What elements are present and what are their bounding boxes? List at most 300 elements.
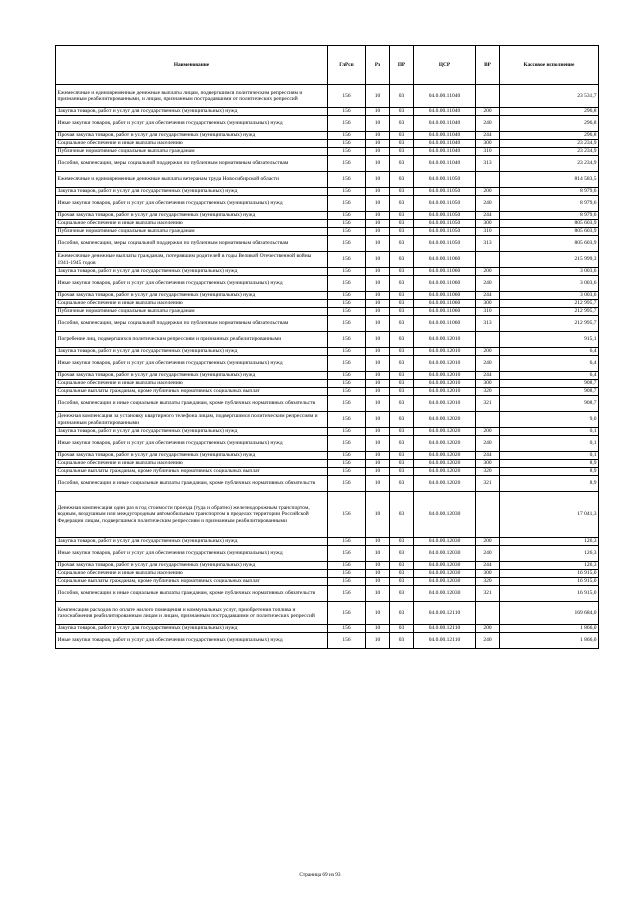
row-pr: 03 [390, 228, 414, 236]
row-vr [476, 172, 500, 188]
table-row [56, 132, 599, 140]
row-name: Пособия, компенсации, меры социальной поддержки по публичным нормативным обязательствам [56, 316, 328, 332]
row-csr: 04.0.00.11040 [414, 132, 476, 140]
table-row [56, 625, 599, 633]
row-vr: 300 [476, 140, 500, 148]
row-amount: 17 041,3 [500, 492, 599, 538]
row-csr: 04.0.00.12010 [414, 332, 476, 348]
row-pr: 03 [390, 578, 414, 586]
row-grbs: 156 [328, 388, 366, 396]
row-grbs: 156 [328, 292, 366, 300]
row-csr: 04.0.00.12020 [414, 476, 476, 492]
row-vr: 300 [476, 570, 500, 578]
row-rz: 10 [366, 460, 390, 468]
row-name: Прочая закупка товаров, работ и услуг для государственных (муниципальных) нужд [56, 372, 328, 380]
row-rz: 10 [366, 268, 390, 276]
row-amount: 126,3 [500, 538, 599, 546]
row-name: Социальные выплаты гражданам, кроме публичных нормативных социальных выплат [56, 388, 328, 396]
row-amount: 212 995,7 [500, 316, 599, 332]
row-rz: 10 [366, 172, 390, 188]
table-row [56, 356, 599, 372]
row-csr: 04.0.00.12010 [414, 348, 476, 356]
row-amount: 8 979,6 [500, 196, 599, 212]
row-vr: 321 [476, 476, 500, 492]
row-vr: 313 [476, 316, 500, 332]
row-pr: 03 [390, 220, 414, 228]
row-pr: 03 [390, 268, 414, 276]
row-pr: 03 [390, 633, 414, 649]
row-pr: 03 [390, 196, 414, 212]
row-amount: 16 915,0 [500, 578, 599, 586]
row-pr: 03 [390, 625, 414, 633]
row-amount: 908,7 [500, 388, 599, 396]
row-csr: 04.0.00.11050 [414, 212, 476, 220]
row-grbs: 156 [328, 356, 366, 372]
row-vr: 200 [476, 268, 500, 276]
row-grbs: 156 [328, 108, 366, 116]
row-grbs: 156 [328, 412, 366, 428]
table-row [56, 492, 599, 538]
row-vr: 244 [476, 212, 500, 220]
row-csr: 04.0.00.11050 [414, 220, 476, 228]
budget-table [55, 45, 599, 649]
row-amount: 296,8 [500, 116, 599, 132]
row-csr: 04.0.00.11050 [414, 236, 476, 252]
row-rz: 10 [366, 308, 390, 316]
row-grbs: 156 [328, 538, 366, 546]
row-pr: 03 [390, 292, 414, 300]
row-pr: 03 [390, 372, 414, 380]
row-name: Пособия, компенсации и иные социальные выплаты гражданам, кроме публичных нормативных обязательств [56, 396, 328, 412]
row-rz: 10 [366, 236, 390, 252]
table-row [56, 276, 599, 292]
row-grbs: 156 [328, 252, 366, 268]
row-grbs: 156 [328, 562, 366, 570]
row-vr: 321 [476, 586, 500, 602]
row-grbs: 156 [328, 570, 366, 578]
table-row [56, 228, 599, 236]
row-rz: 10 [366, 316, 390, 332]
row-csr: 04.0.00.11040 [414, 85, 476, 108]
row-csr: 04.0.00.11060 [414, 268, 476, 276]
table-row [56, 428, 599, 436]
row-pr: 03 [390, 602, 414, 625]
row-pr: 03 [390, 570, 414, 578]
row-amount: 6,4 [500, 348, 599, 356]
row-amount: 16 915,0 [500, 586, 599, 602]
row-vr: 244 [476, 292, 500, 300]
row-rz: 10 [366, 85, 390, 108]
row-csr: 04.0.00.11060 [414, 252, 476, 268]
row-grbs: 156 [328, 196, 366, 212]
table-row [56, 570, 599, 578]
row-name: Иные закупки товаров, работ и услуг для обеспечения государственных (муниципальных) нужд [56, 436, 328, 452]
row-grbs: 156 [328, 436, 366, 452]
row-rz: 10 [366, 116, 390, 132]
row-amount: 16 915,0 [500, 570, 599, 578]
row-pr: 03 [390, 108, 414, 116]
row-name: Закупка товаров, работ и услуг для государственных (муниципальных) нужд [56, 348, 328, 356]
row-pr: 03 [390, 140, 414, 148]
row-pr: 03 [390, 316, 414, 332]
row-amount: 8,9 [500, 460, 599, 468]
row-amount: 296,8 [500, 132, 599, 140]
row-rz: 10 [366, 436, 390, 452]
row-pr: 03 [390, 436, 414, 452]
row-csr: 04.0.00.11050 [414, 172, 476, 188]
row-vr [476, 492, 500, 538]
row-name: Публичные нормативные социальные выплаты гражданам [56, 228, 328, 236]
row-rz: 10 [366, 380, 390, 388]
table-row [56, 156, 599, 172]
row-vr: 244 [476, 562, 500, 570]
row-name: Закупка товаров, работ и услуг для государственных (муниципальных) нужд [56, 188, 328, 196]
row-pr: 03 [390, 452, 414, 460]
table-row [56, 586, 599, 602]
row-vr: 240 [476, 116, 500, 132]
row-grbs: 156 [328, 276, 366, 292]
row-name: Прочая закупка товаров, работ и услуг для государственных (муниципальных) нужд [56, 132, 328, 140]
row-pr: 03 [390, 586, 414, 602]
table-row [56, 236, 599, 252]
row-grbs: 156 [328, 586, 366, 602]
row-grbs: 156 [328, 316, 366, 332]
row-name: Социальные выплаты гражданам, кроме публичных нормативных социальных выплат [56, 468, 328, 476]
row-rz: 10 [366, 570, 390, 578]
row-vr [476, 332, 500, 348]
row-amount: 23 531,7 [500, 85, 599, 108]
row-rz: 10 [366, 292, 390, 300]
row-amount: 805 603,9 [500, 220, 599, 228]
table-row [56, 172, 599, 188]
row-csr: 04.0.00.11040 [414, 108, 476, 116]
row-grbs: 156 [328, 546, 366, 562]
row-csr: 04.0.00.12110 [414, 625, 476, 633]
row-pr: 03 [390, 212, 414, 220]
row-grbs: 156 [328, 602, 366, 625]
row-rz: 10 [366, 132, 390, 140]
table-row [56, 396, 599, 412]
row-amount: 1 866,0 [500, 633, 599, 649]
row-rz: 10 [366, 412, 390, 428]
table-row [56, 268, 599, 276]
row-amount: 908,7 [500, 396, 599, 412]
row-pr: 03 [390, 332, 414, 348]
row-name: Пособия, компенсации и иные социальные выплаты гражданам, кроме публичных нормативных обязательств [56, 586, 328, 602]
row-name: Социальное обеспечение и иные выплаты населению [56, 140, 328, 148]
row-amount: 9,0 [500, 412, 599, 428]
row-pr: 03 [390, 356, 414, 372]
row-amount: 1 866,0 [500, 625, 599, 633]
row-csr: 04.0.00.12020 [414, 436, 476, 452]
row-name: Компенсация расходов по оплате жилого помещения и коммунальных услуг, приобретения топлива и газоснабжения реабилитированным лицам и лицам, признанным пострадавшими от политических репрессий [56, 602, 328, 625]
row-csr: 04.0.00.12110 [414, 633, 476, 649]
row-name: Публичные нормативные социальные выплаты гражданам [56, 308, 328, 316]
row-pr: 03 [390, 538, 414, 546]
row-rz: 10 [366, 633, 390, 649]
row-amount: 126,3 [500, 546, 599, 562]
row-rz: 10 [366, 492, 390, 538]
row-pr: 03 [390, 188, 414, 196]
row-grbs: 156 [328, 396, 366, 412]
row-amount: 805 603,9 [500, 236, 599, 252]
row-grbs: 156 [328, 236, 366, 252]
row-vr: 320 [476, 578, 500, 586]
row-rz: 10 [366, 372, 390, 380]
row-amount: 215 999,3 [500, 252, 599, 268]
table-row [56, 196, 599, 212]
row-vr: 240 [476, 546, 500, 562]
row-name: Ежемесячные и единовременные денежные выплаты ветеранам труда Новосибирской области [56, 172, 328, 188]
row-grbs: 156 [328, 492, 366, 538]
row-rz: 10 [366, 356, 390, 372]
row-pr: 03 [390, 396, 414, 412]
row-pr: 03 [390, 476, 414, 492]
row-grbs: 156 [328, 460, 366, 468]
row-rz: 10 [366, 140, 390, 148]
row-amount: 915,1 [500, 332, 599, 348]
row-csr: 04.0.00.11050 [414, 228, 476, 236]
row-csr: 04.0.00.12030 [414, 538, 476, 546]
row-csr: 04.0.00.11040 [414, 140, 476, 148]
row-grbs: 156 [328, 452, 366, 460]
row-vr: 200 [476, 108, 500, 116]
row-amount: 6,4 [500, 356, 599, 372]
table-row [56, 148, 599, 156]
row-grbs: 156 [328, 476, 366, 492]
row-amount: 0,1 [500, 452, 599, 460]
row-rz: 10 [366, 546, 390, 562]
row-vr: 313 [476, 156, 500, 172]
row-pr: 03 [390, 428, 414, 436]
row-pr: 03 [390, 468, 414, 476]
row-csr: 04.0.00.11040 [414, 148, 476, 156]
header-amount: Кассовое исполнение [500, 46, 599, 85]
row-csr: 04.0.00.11040 [414, 156, 476, 172]
row-vr: 310 [476, 228, 500, 236]
row-rz: 10 [366, 562, 390, 570]
row-pr: 03 [390, 380, 414, 388]
row-name: Пособия, компенсации, меры социальной поддержки по публичным нормативным обязательствам [56, 236, 328, 252]
row-csr: 04.0.00.11060 [414, 300, 476, 308]
row-vr: 244 [476, 452, 500, 460]
row-vr: 313 [476, 236, 500, 252]
row-name: Социальное обеспечение и иные выплаты населению [56, 570, 328, 578]
row-csr: 04.0.00.12010 [414, 372, 476, 380]
row-vr [476, 85, 500, 108]
row-amount: 8,9 [500, 468, 599, 476]
row-name: Социальные выплаты гражданам, кроме публичных нормативных социальных выплат [56, 578, 328, 586]
row-name: Иные закупки товаров, работ и услуг для обеспечения государственных (муниципальных) нужд [56, 116, 328, 132]
page-footer: Страница 69 из 93 [299, 872, 341, 878]
row-name: Денежная компенсация за установку квартирного телефона лицам, подвергшимся политическим репрессиям и признанным реабилитированными [56, 412, 328, 428]
row-vr: 320 [476, 468, 500, 476]
row-vr: 200 [476, 625, 500, 633]
row-vr: 240 [476, 436, 500, 452]
table-row [56, 308, 599, 316]
table-row [56, 578, 599, 586]
row-rz: 10 [366, 212, 390, 220]
row-rz: 10 [366, 332, 390, 348]
row-amount: 8 979,6 [500, 212, 599, 220]
row-amount: 0,1 [500, 436, 599, 452]
row-csr: 04.0.00.11050 [414, 188, 476, 196]
row-csr: 04.0.00.12010 [414, 396, 476, 412]
row-name: Пособия, компенсации, меры социальной поддержки по публичным нормативным обязательствам [56, 156, 328, 172]
table-row [56, 212, 599, 220]
row-grbs: 156 [328, 332, 366, 348]
row-csr: 04.0.00.12030 [414, 578, 476, 586]
row-vr [476, 602, 500, 625]
row-vr: 310 [476, 148, 500, 156]
row-vr: 244 [476, 132, 500, 140]
table-header-row [56, 46, 599, 85]
table-row [56, 538, 599, 546]
row-grbs: 156 [328, 172, 366, 188]
row-rz: 10 [366, 156, 390, 172]
header-csr: ЦСР [414, 46, 476, 85]
row-csr: 04.0.00.11040 [414, 116, 476, 132]
row-csr: 04.0.00.11060 [414, 276, 476, 292]
row-grbs: 156 [328, 140, 366, 148]
row-vr: 240 [476, 196, 500, 212]
table-row [56, 372, 599, 380]
row-amount: 908,7 [500, 380, 599, 388]
row-name: Ежемесячные и единовременные денежные выплаты лицам, подвергшимся политическим репрессиям и признанным реабилитированными, и лицам, признанным пострадавшими от политических репрессий [56, 85, 328, 108]
row-grbs: 156 [328, 348, 366, 356]
table-row [56, 633, 599, 649]
row-pr: 03 [390, 562, 414, 570]
row-name: Закупка товаров, работ и услуг для государственных (муниципальных) нужд [56, 108, 328, 116]
row-pr: 03 [390, 132, 414, 140]
row-amount: 3 003,6 [500, 276, 599, 292]
row-vr: 300 [476, 380, 500, 388]
row-csr: 04.0.00.11060 [414, 316, 476, 332]
row-amount: 805 603,9 [500, 228, 599, 236]
row-grbs: 156 [328, 132, 366, 140]
row-csr: 04.0.00.12020 [414, 460, 476, 468]
row-grbs: 156 [328, 156, 366, 172]
row-amount: 212 995,7 [500, 300, 599, 308]
row-rz: 10 [366, 252, 390, 268]
row-amount: 8 979,6 [500, 188, 599, 196]
row-pr: 03 [390, 308, 414, 316]
row-rz: 10 [366, 452, 390, 460]
row-vr: 240 [476, 633, 500, 649]
row-pr: 03 [390, 546, 414, 562]
row-grbs: 156 [328, 116, 366, 132]
row-name: Закупка товаров, работ и услуг для государственных (муниципальных) нужд [56, 268, 328, 276]
row-name: Социальное обеспечение и иные выплаты населению [56, 300, 328, 308]
row-pr: 03 [390, 348, 414, 356]
row-csr: 04.0.00.12010 [414, 380, 476, 388]
row-vr [476, 252, 500, 268]
row-amount: 212 995,7 [500, 308, 599, 316]
row-vr: 240 [476, 276, 500, 292]
row-csr: 04.0.00.12020 [414, 428, 476, 436]
row-rz: 10 [366, 625, 390, 633]
row-vr: 244 [476, 372, 500, 380]
row-vr: 200 [476, 428, 500, 436]
row-name: Ежемесячные денежные выплаты гражданам, потерявшим родителей в годы Великой Отечественной войны 1941-1945 годов [56, 252, 328, 268]
table-row [56, 412, 599, 428]
row-rz: 10 [366, 300, 390, 308]
row-rz: 10 [366, 578, 390, 586]
table-row [56, 85, 599, 108]
row-grbs: 156 [328, 220, 366, 228]
row-csr: 04.0.00.12010 [414, 388, 476, 396]
row-rz: 10 [366, 148, 390, 156]
row-name: Иные закупки товаров, работ и услуг для обеспечения государственных (муниципальных) нужд [56, 546, 328, 562]
row-rz: 10 [366, 538, 390, 546]
row-rz: 10 [366, 348, 390, 356]
row-csr: 04.0.00.11060 [414, 308, 476, 316]
table-row [56, 602, 599, 625]
row-name: Прочая закупка товаров, работ и услуг для государственных (муниципальных) нужд [56, 212, 328, 220]
row-name: Иные закупки товаров, работ и услуг для обеспечения государственных (муниципальных) нужд [56, 633, 328, 649]
row-csr: 04.0.00.12030 [414, 586, 476, 602]
table-row [56, 452, 599, 460]
row-vr: 300 [476, 220, 500, 228]
row-rz: 10 [366, 396, 390, 412]
row-rz: 10 [366, 586, 390, 602]
row-grbs: 156 [328, 188, 366, 196]
row-rz: 10 [366, 220, 390, 228]
row-vr: 300 [476, 460, 500, 468]
row-csr: 04.0.00.12030 [414, 562, 476, 570]
row-csr: 04.0.00.12020 [414, 412, 476, 428]
row-vr: 200 [476, 348, 500, 356]
row-pr: 03 [390, 412, 414, 428]
table-body [56, 85, 599, 649]
row-grbs: 156 [328, 268, 366, 276]
row-rz: 10 [366, 228, 390, 236]
row-rz: 10 [366, 108, 390, 116]
table-row [56, 116, 599, 132]
row-csr: 04.0.00.12020 [414, 468, 476, 476]
row-pr: 03 [390, 172, 414, 188]
table-row [56, 380, 599, 388]
row-vr: 310 [476, 308, 500, 316]
row-vr: 300 [476, 300, 500, 308]
row-rz: 10 [366, 428, 390, 436]
table-row [56, 188, 599, 196]
row-amount: 23 234,9 [500, 148, 599, 156]
row-vr: 240 [476, 356, 500, 372]
row-grbs: 156 [328, 625, 366, 633]
row-amount: 296,8 [500, 108, 599, 116]
row-rz: 10 [366, 476, 390, 492]
report-sheet [55, 45, 598, 649]
table-row [56, 300, 599, 308]
row-amount: 3 003,6 [500, 292, 599, 300]
row-vr: 200 [476, 188, 500, 196]
row-pr: 03 [390, 156, 414, 172]
row-name: Социальное обеспечение и иные выплаты населению [56, 220, 328, 228]
row-csr: 04.0.00.11050 [414, 196, 476, 212]
row-pr: 03 [390, 300, 414, 308]
row-csr: 04.0.00.12110 [414, 602, 476, 625]
row-pr: 03 [390, 460, 414, 468]
table-row [56, 348, 599, 356]
row-csr: 04.0.00.12030 [414, 570, 476, 578]
row-rz: 10 [366, 388, 390, 396]
row-name: Закупка товаров, работ и услуг для государственных (муниципальных) нужд [56, 625, 328, 633]
table-row [56, 562, 599, 570]
row-pr: 03 [390, 85, 414, 108]
row-name: Социальное обеспечение и иные выплаты населению [56, 380, 328, 388]
row-name: Закупка товаров, работ и услуг для государственных (муниципальных) нужд [56, 428, 328, 436]
